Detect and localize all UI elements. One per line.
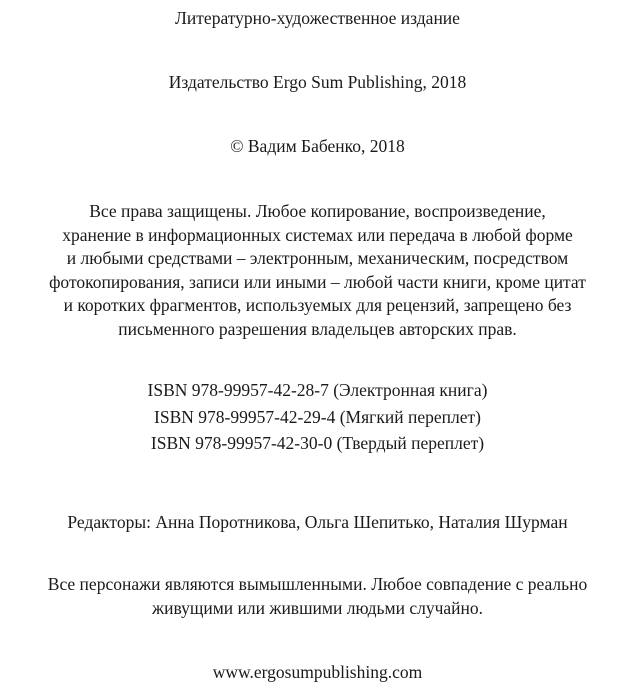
isbn-list — [0, 377, 635, 457]
rights-notice-line: фотокопирования, записи или иными – любой части книги, кроме цитат — [49, 271, 586, 292]
disclaimer-line: живущими или жившими людьми случайно. — [151, 597, 484, 618]
disclaimer-line: Все персонажи являются вымышленными. Любое совпадение с реально — [47, 574, 588, 594]
disclaimer — [0, 573, 635, 620]
edition-type: Литературно-художественное издание — [175, 8, 460, 28]
publisher-line: Издательство Ergo Sum Publishing, 2018 — [168, 72, 467, 92]
rights-notice-line: и любыми средствами – электронным, механическим, посредством — [66, 248, 569, 269]
rights-notice-line: Все права защищены. Любое копирование, воспроизведение, — [89, 201, 546, 221]
website-link[interactable]: www.ergosumpublishing.com — [212, 662, 423, 682]
editors-line: Редакторы: Анна Поротникова, Ольга Шепитько, Наталия Шурман — [67, 512, 568, 532]
rights-notice-line: письменного разрешения владельцев авторских прав. — [118, 318, 517, 339]
isbn-paperback: ISBN 978-99957-42-29-4 (Мягкий переплет) — [154, 406, 481, 427]
copyright-line: © Вадим Бабенко, 2018 — [230, 136, 405, 156]
isbn-ebook: ISBN 978-99957-42-28-7 (Электронная книга) — [147, 380, 488, 400]
rights-notice — [0, 200, 635, 342]
rights-notice-line: и коротких фрагментов, используемых для рецензий, запрещено без — [63, 295, 572, 316]
rights-notice-line: хранение в информационных системах или передача в любой форме — [62, 224, 573, 245]
isbn-hardcover: ISBN 978-99957-42-30-0 (Твердый переплет) — [150, 433, 485, 453]
